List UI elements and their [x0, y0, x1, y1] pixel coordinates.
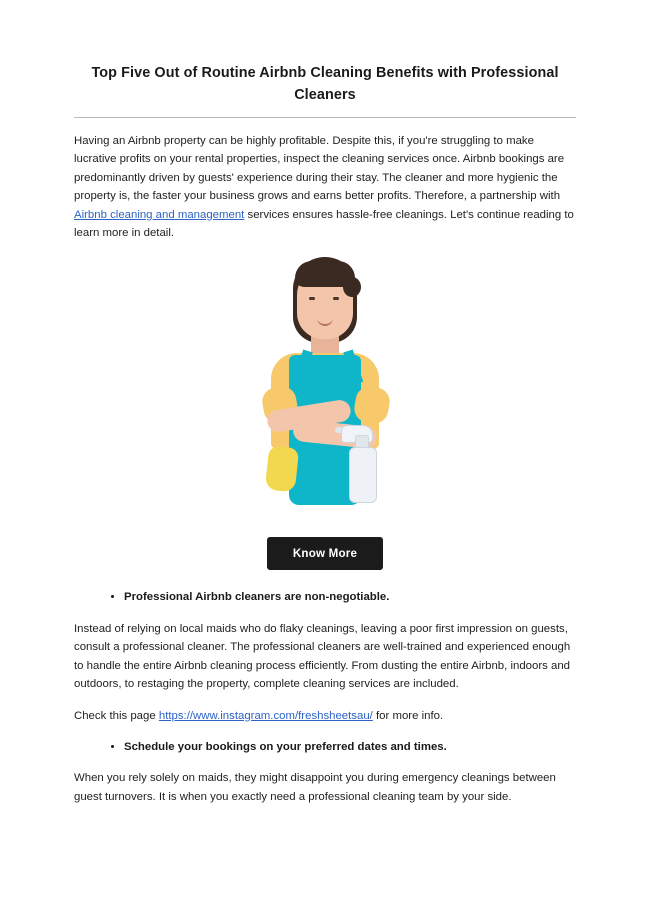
- check-page-prefix: Check this page: [74, 709, 159, 722]
- cta-container: [74, 537, 576, 570]
- section-1-bullet-list: [74, 588, 576, 606]
- title-divider: [74, 117, 576, 118]
- intro-paragraph: [74, 132, 576, 243]
- check-page-paragraph: [74, 707, 576, 725]
- intro-text-part-2: services ensures hassle-free cleanings. Let's continue reading to learn more in detail.: [74, 208, 574, 239]
- check-page-suffix: for more info.: [372, 709, 444, 722]
- section-1-paragraph: Instead of relying on local maids who do flaky cleanings, leaving a poor first impression on guests, consult a professional cleaner. The professional cleaners are well-trained and experienced enough to handle the entire Airbnb cleaning process efficiently. From dusting the entire Airbnb, indoors and outdoors, to restaging the property, complete cleaning services are included.: [74, 622, 571, 691]
- cleaner-photo-figure: [74, 255, 576, 523]
- section-2-bullet-list: [74, 738, 576, 756]
- hair-bun-shape: [343, 277, 361, 297]
- instagram-link[interactable]: https://www.instagram.com/freshsheetsau/: [158, 709, 373, 722]
- intro-text-part-1: Having an Airbnb property can be highly profitable. Despite this, if you're struggling to make lucrative profits on your rental properties, inspect the cleaning services once. Airbnb bookings are predominantly driven by guests' experience during their stay. The cleaner and more hygienic the property is, the faster your business grows and earns better profits. Therefore, a partnership with: [74, 134, 565, 203]
- page-title: Top Five Out of Routine Airbnb Cleaning Benefits with Professional Cleaners: [91, 65, 559, 104]
- list-item: • Professional Airbnb cleaners are non-negotiable.: [124, 588, 576, 606]
- professional-cleaner-image: [237, 255, 413, 523]
- section-2-paragraph: When you rely solely on maids, they might disappoint you during emergency cleanings between guest turnovers. It is when you exactly need a professional cleaning team by your side.: [74, 772, 556, 803]
- airbnb-cleaning-link[interactable]: Airbnb cleaning and management: [74, 208, 245, 221]
- know-more-button[interactable]: Know More: [267, 537, 383, 570]
- spray-bottle-shape: [349, 447, 377, 503]
- list-item: • Schedule your bookings on your preferred dates and times.: [124, 738, 576, 756]
